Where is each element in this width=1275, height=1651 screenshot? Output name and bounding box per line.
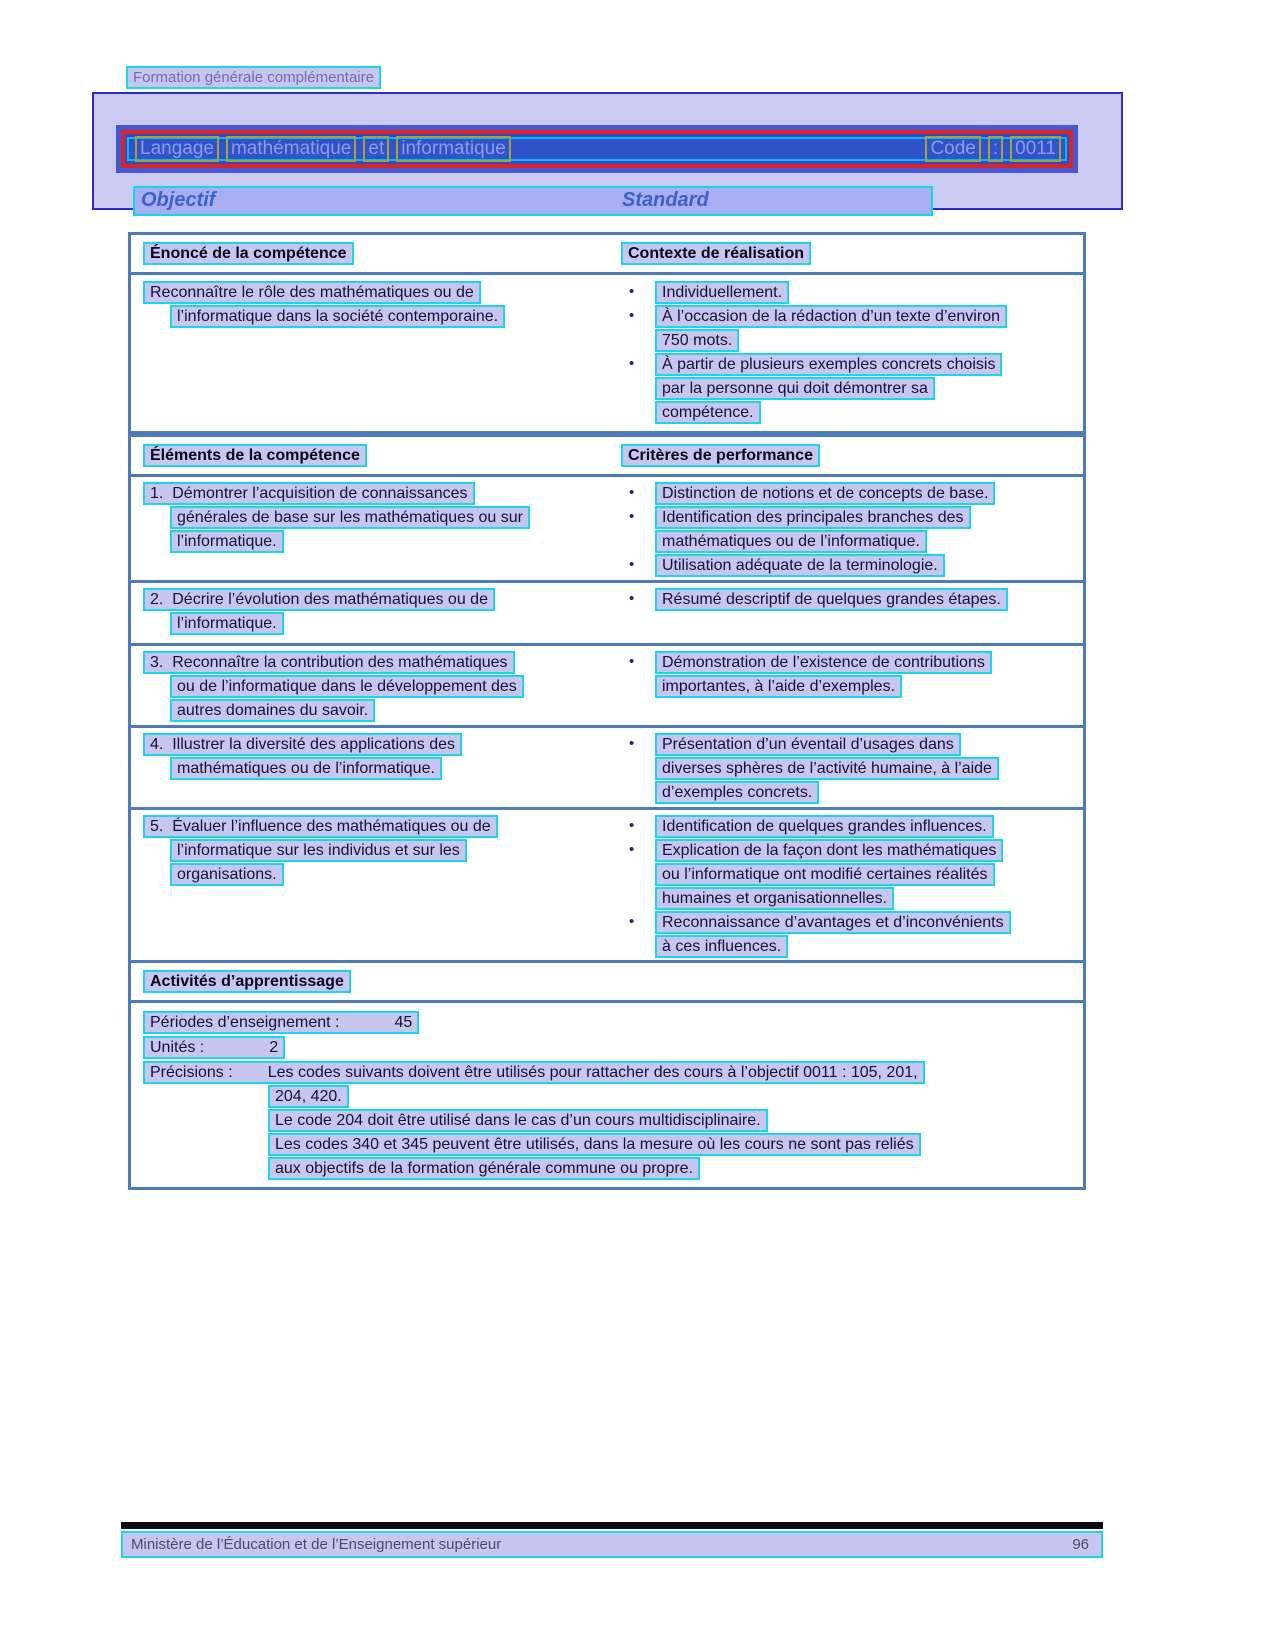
- activite-row: [143, 1011, 1083, 1034]
- footer-bar: [121, 1531, 1103, 1558]
- contexte-bullet-line: [621, 353, 1083, 376]
- element-text: organisations.: [170, 863, 284, 886]
- bullet-icon: •: [629, 283, 635, 300]
- activite-value: 45: [394, 1014, 413, 1031]
- bullet-icon: [621, 781, 655, 804]
- precisions-text: 204, 420.: [268, 1085, 349, 1108]
- running-header-text: Formation générale complémentaire: [126, 66, 381, 89]
- critere-text: ou l’informatique ont modifié certaines réalités: [655, 863, 995, 886]
- contexte-bullet-line: [621, 329, 1083, 352]
- activite-label: Périodes d’enseignement :: [150, 1014, 340, 1031]
- precisions-line: [268, 1157, 925, 1180]
- element-text: ou de l’informatique dans le développement des: [170, 675, 524, 698]
- course-code-word: :: [988, 136, 1003, 162]
- enonce-table-header: [131, 235, 1083, 275]
- competence-line: [170, 305, 621, 328]
- element-cell: [143, 733, 621, 805]
- precisions-line: [268, 1085, 925, 1108]
- running-header: [126, 66, 381, 89]
- precisions-lines: [143, 1061, 925, 1181]
- course-title-word: Langage: [135, 136, 219, 162]
- bullet-icon: •: [629, 653, 635, 670]
- spacer: [233, 1064, 268, 1081]
- precisions-line: [268, 1109, 925, 1132]
- activite-label: Unités :: [150, 1039, 205, 1056]
- contexte-text: compétence.: [655, 401, 761, 424]
- critere-text: Identification de quelques grandes influences.: [655, 815, 994, 838]
- contexte-text: 750 mots.: [655, 329, 739, 352]
- element-row: [131, 725, 1083, 807]
- element-text: autres domaines du savoir.: [170, 699, 375, 722]
- critere-bullet-line: [621, 781, 1083, 804]
- contexte-text: Individuellement.: [655, 281, 789, 304]
- element-cell: [143, 651, 621, 723]
- critere-bullet-line: [621, 482, 1083, 505]
- criteres-cell: [621, 733, 1083, 805]
- element-line: [170, 863, 621, 886]
- bullet-icon: •: [629, 817, 635, 834]
- banner-words: [125, 134, 1069, 164]
- precisions-row: [143, 1061, 1083, 1181]
- elements-header-text: Éléments de la compétence: [143, 444, 367, 467]
- contexte-text: À l’occasion de la rédaction d’un texte d’environ: [655, 305, 1007, 328]
- precisions-text: [143, 1061, 925, 1084]
- critere-text: diverses sphères de l’activité humaine, à l’aide: [655, 757, 999, 780]
- element-line: [143, 588, 621, 611]
- activite-value: 2: [269, 1039, 279, 1056]
- precisions-line: [143, 1061, 925, 1084]
- bullet-icon: [621, 675, 655, 698]
- enonce-table: [128, 232, 1086, 434]
- competence-cell: [143, 281, 621, 425]
- course-title-bar: [121, 130, 1073, 168]
- element-text: l’informatique.: [170, 612, 284, 635]
- critere-bullet-line: [621, 839, 1083, 862]
- elements-table-body: [131, 477, 1083, 961]
- criteres-cell: [621, 588, 1083, 641]
- element-row: [131, 580, 1083, 643]
- critere-text: d’exemples concrets.: [655, 781, 819, 804]
- element-line: [143, 651, 621, 674]
- precisions-text: Les codes 340 et 345 peuvent être utilisés, dans la mesure où les cours ne sont pas reliés: [268, 1133, 921, 1156]
- elements-table-header: [131, 437, 1083, 477]
- element-text: mathématiques ou de l’informatique.: [170, 757, 442, 780]
- bullet-icon: [621, 757, 655, 780]
- bullet-icon: [621, 530, 655, 553]
- header-cell: [143, 970, 1083, 993]
- critere-text: Explication de la façon dont les mathématiques: [655, 839, 1003, 862]
- bullet-icon: [621, 377, 655, 400]
- criteres-cell: [621, 651, 1083, 723]
- activites-table-header: [131, 963, 1083, 1003]
- course-code-word: Code: [925, 136, 980, 162]
- critere-bullet-line: [621, 863, 1083, 886]
- bullet-icon: [621, 863, 655, 886]
- bullet-icon: [621, 401, 655, 424]
- element-line: [170, 506, 621, 529]
- contexte-bullet-line: [621, 305, 1083, 328]
- precisions-line: [268, 1133, 925, 1156]
- bullet-icon: •: [629, 307, 635, 324]
- element-line: [143, 482, 621, 505]
- header-cell: [621, 444, 1083, 467]
- footer-ministry-text: Ministère de l’Éducation et de l’Enseignement supérieur: [131, 1536, 502, 1553]
- critere-bullet-line: [621, 935, 1083, 958]
- competence-text: Reconnaître le rôle des mathématiques ou de: [143, 281, 481, 304]
- critere-bullet-line: [621, 675, 1083, 698]
- element-text: générales de base sur les mathématiques ou sur: [170, 506, 530, 529]
- activite-row: [143, 1036, 1083, 1059]
- critere-text: Distinction de notions et de concepts de base.: [655, 482, 995, 505]
- activite-text: [143, 1011, 419, 1034]
- bullet-icon: [621, 887, 655, 910]
- contexte-bullet-line: [621, 377, 1083, 400]
- criteres-header-text: Critères de performance: [621, 444, 820, 467]
- bullet-icon: •: [629, 355, 635, 372]
- critere-text: importantes, à l’aide d’exemples.: [655, 675, 902, 698]
- critere-text: Reconnaissance d’avantages et d’inconvénients: [655, 911, 1011, 934]
- contexte-text: À partir de plusieurs exemples concrets choisis: [655, 353, 1002, 376]
- bullet-icon: •: [629, 841, 635, 858]
- activites-table-body: [131, 1003, 1083, 1187]
- course-code: [925, 136, 1061, 162]
- header-cell: [143, 444, 621, 467]
- criteres-cell: [621, 815, 1083, 959]
- criteres-cell: [621, 482, 1083, 578]
- contexte-bullet-line: [621, 401, 1083, 424]
- element-line: [143, 733, 621, 756]
- objectif-standard-bar: [133, 186, 933, 216]
- critere-bullet-line: [621, 651, 1083, 674]
- precisions-line-text: Les codes suivants doivent être utilisés pour rattacher des cours à l’objectif 0011 : 105, 201,: [267, 1064, 918, 1081]
- objectif-heading: Objectif: [141, 189, 216, 211]
- element-text: l’informatique sur les individus et sur les: [170, 839, 467, 862]
- header-cell: [621, 242, 1083, 265]
- competence-line: [143, 281, 621, 304]
- course-code-word: 0011: [1010, 136, 1061, 162]
- precisions-text: aux objectifs de la formation générale commune ou propre.: [268, 1157, 700, 1180]
- contexte-cell: [621, 281, 1083, 425]
- spacer: [339, 1014, 394, 1031]
- critere-bullet-line: [621, 554, 1083, 577]
- bullet-icon: •: [629, 590, 635, 607]
- standard-heading: Standard: [622, 189, 709, 211]
- bullet-icon: •: [629, 913, 635, 930]
- critere-text: à ces influences.: [655, 935, 788, 958]
- contexte-bullet-line: [621, 281, 1083, 304]
- element-line: [170, 757, 621, 780]
- activite-text: [143, 1036, 285, 1059]
- element-line: [170, 530, 621, 553]
- critere-text: mathématiques ou de l’informatique.: [655, 530, 927, 553]
- element-line: [170, 612, 621, 635]
- bullet-icon: •: [629, 556, 635, 573]
- element-text: 3. Reconnaître la contribution des mathématiques: [143, 651, 515, 674]
- bullet-icon: •: [629, 484, 635, 501]
- precisions-label: Précisions :: [150, 1064, 233, 1081]
- element-cell: [143, 588, 621, 641]
- course-title-word: informatique: [396, 136, 511, 162]
- element-text: l’informatique.: [170, 530, 284, 553]
- enonce-header-text: Énoncé de la compétence: [143, 242, 354, 265]
- enonce-table-body: [131, 275, 1083, 431]
- contexte-text: par la personne qui doit démontrer sa: [655, 377, 935, 400]
- precisions-text: Le code 204 doit être utilisé dans le cas d’un cours multidisciplinaire.: [268, 1109, 768, 1132]
- footer-rule: [121, 1522, 1103, 1529]
- critere-text: Démonstration de l’existence de contributions: [655, 651, 992, 674]
- bullet-icon: [621, 935, 655, 958]
- critere-bullet-line: [621, 506, 1083, 529]
- element-row: [131, 807, 1083, 961]
- elements-table: [128, 434, 1086, 964]
- critere-text: Identification des principales branches des: [655, 506, 971, 529]
- critere-bullet-line: [621, 588, 1083, 611]
- element-cell: [143, 482, 621, 578]
- critere-bullet-line: [621, 530, 1083, 553]
- element-text: 4. Illustrer la diversité des applications des: [143, 733, 462, 756]
- activites-header-text: Activités d’apprentissage: [143, 970, 351, 993]
- element-row: [131, 477, 1083, 580]
- element-line: [170, 675, 621, 698]
- critere-bullet-line: [621, 887, 1083, 910]
- critere-bullet-line: [621, 815, 1083, 838]
- header-cell: [143, 242, 621, 265]
- bullet-icon: •: [629, 508, 635, 525]
- course-title-word: et: [363, 136, 389, 162]
- critere-text: Présentation d’un éventail d’usages dans: [655, 733, 961, 756]
- competence-text: l’informatique dans la société contemporaine.: [170, 305, 505, 328]
- critere-text: humaines et organisationnelles.: [655, 887, 894, 910]
- footer-page-number: 96: [1072, 1536, 1089, 1553]
- bullet-icon: [621, 329, 655, 352]
- course-title-banner: [116, 125, 1078, 173]
- element-text: 2. Décrire l’évolution des mathématiques ou de: [143, 588, 495, 611]
- critere-bullet-line: [621, 911, 1083, 934]
- critere-text: Résumé descriptif de quelques grandes étapes.: [655, 588, 1008, 611]
- course-title: [135, 136, 511, 162]
- activites-table: [128, 960, 1086, 1190]
- contexte-header-text: Contexte de réalisation: [621, 242, 811, 265]
- element-line: [170, 839, 621, 862]
- element-text: 1. Démontrer l’acquisition de connaissances: [143, 482, 475, 505]
- element-row: [131, 643, 1083, 725]
- bullet-icon: •: [629, 735, 635, 752]
- critere-text: Utilisation adéquate de la terminologie.: [655, 554, 945, 577]
- element-line: [170, 699, 621, 722]
- course-title-word: mathématique: [226, 136, 356, 162]
- critere-bullet-line: [621, 733, 1083, 756]
- critere-bullet-line: [621, 757, 1083, 780]
- element-cell: [143, 815, 621, 959]
- element-text: 5. Évaluer l’influence des mathématiques ou de: [143, 815, 498, 838]
- element-line: [143, 815, 621, 838]
- spacer: [204, 1039, 269, 1056]
